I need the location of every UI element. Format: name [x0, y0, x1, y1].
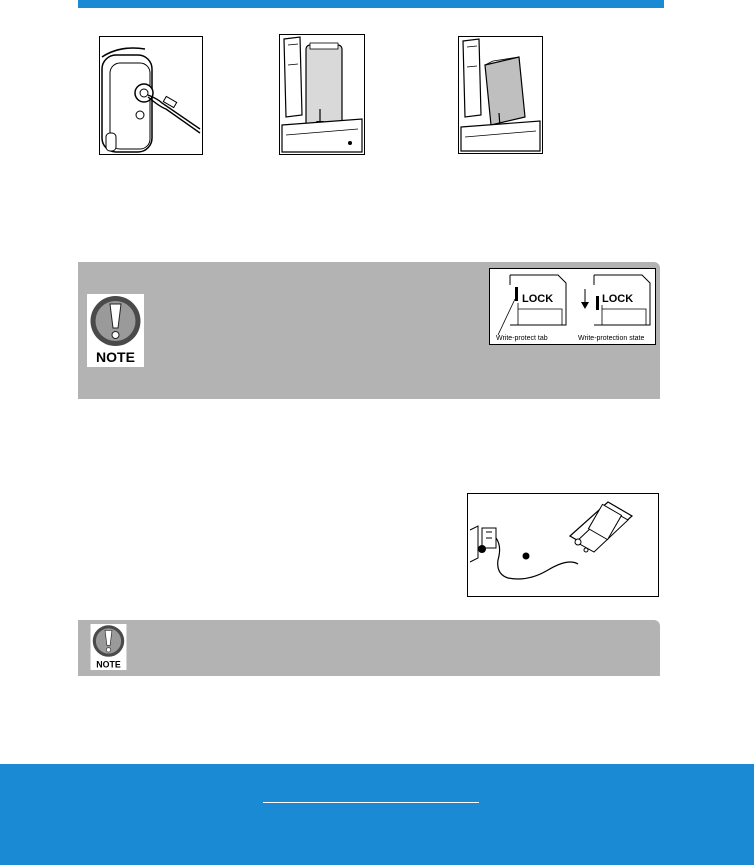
step-1-marker — [478, 545, 486, 553]
caption-write-protection-state: Write-protection state — [578, 335, 645, 342]
caption-write-protect-tab: Write-protect tab — [496, 335, 548, 342]
step-2-marker — [523, 553, 530, 560]
note-icon-small — [90, 624, 127, 675]
charging-connection-diagram — [467, 493, 659, 597]
note-box-charging — [78, 620, 660, 676]
top-accent-bar — [78, 0, 664, 8]
memory-card-insertion-illustration — [458, 36, 543, 154]
exclamation-note-icon — [90, 624, 127, 670]
strap-attach-illustration — [99, 36, 203, 155]
footer-rule — [263, 802, 479, 803]
note-icon — [87, 294, 144, 372]
footer-band — [0, 764, 754, 865]
note-label-small: NOTE — [96, 659, 121, 670]
note-label: NOTE — [96, 349, 135, 365]
lock-label-left: LOCK — [522, 293, 554, 305]
battery-insertion-illustration — [279, 34, 365, 155]
lock-label-right: LOCK — [602, 293, 634, 305]
write-protect-diagram — [489, 268, 656, 345]
